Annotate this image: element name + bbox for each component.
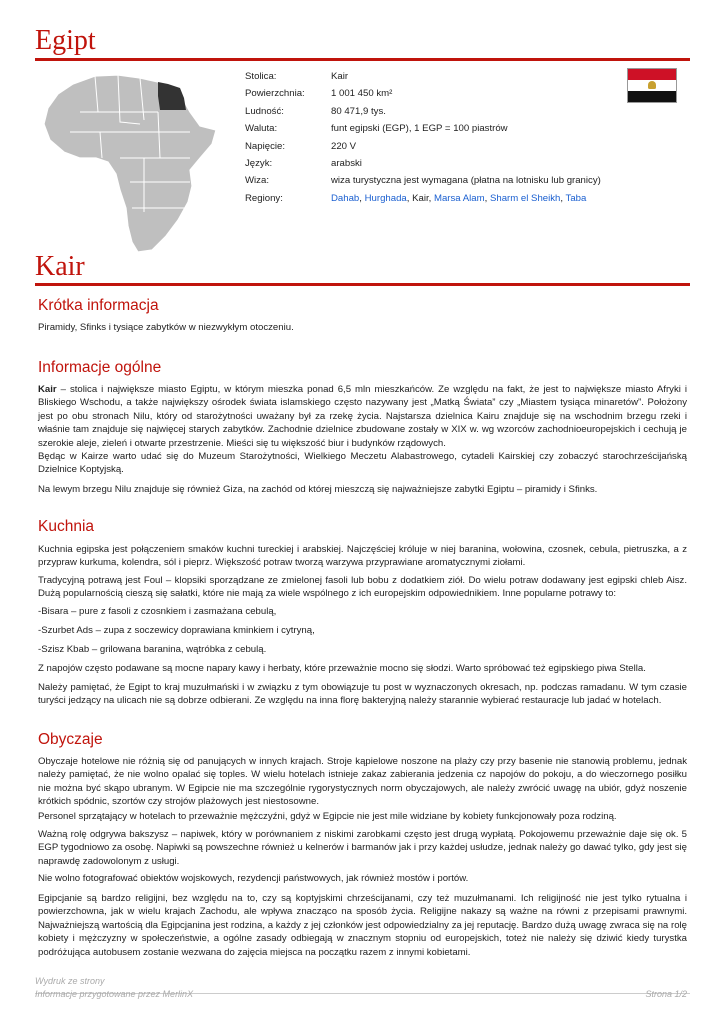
section-heading-customs: Obyczaje [38,731,103,748]
eagle-icon [648,81,656,89]
footer-page-number: Strona 1/2 [645,989,687,999]
customs-paragraph: Ważną rolę odgrywa bakszysz – napiwek, który w porównaniem z niskimi zarobkami często jest drugą wypłatą. Pokojowemu przeważnie daje się ok. 5 EGP tygodniowo za osobę. Napiwki są powszechne również u kelnerów i barmanów jak i przy każdej usłudze, jednak należy go dawać tylko, gdy jest się naprawdę zadowolonym z usługi. [38,829,687,867]
africa-map [40,62,225,262]
city-title: Kair [35,251,85,282]
region-link-sharm-el-sheikh[interactable]: Sharm el Sheikh [489,192,561,204]
general-lead: Kair [38,384,57,395]
country-title: Egipt [35,25,96,56]
customs-paragraph: Egipcjanie są bardzo religijni, bez względu na to, czy są koptyjskimi chrześcijanami, czy też muzułmanami. Ich religijność nie jest tylko rytualna i powierzchowna, jak w wielu krajach Zachodu, ale wpływa znacząco na sposób życia. Religijne nakazy są ważne na równi z przepisami prawnymi. Najważniejszą wartością dla Egipcjanina jest rodzina, a każdy z jej członków jest odpowiedzialny za jej reputację. Bardzo dużą uwagę zwraca się na rolę kobiety i mężczyzny w społeczeństwie, a ogólne zasady odbiegają w znacznym stopniu od europejskich, toteż nie należy się dziwić kiedy turystka podróżująca autobusem zostanie wezwana do zajęcia miejsca na początku razem z innymi kobietami. [38,893,687,958]
info-row-regions: Regiony: Dahab, Hurghada, Kair, Marsa Alam, Sharm el Sheikh, Taba [245,192,587,204]
city-divider [35,283,690,286]
egypt-highlight [158,82,186,110]
footer-source: Wydruk ze strony [35,976,105,986]
region-current: Kair [412,192,429,204]
cuisine-list-item: -Szisz Kbab – grilowana baranina, wątróbka z cebulą. [38,644,267,655]
short-text: Piramidy, Sfinks i tysiące zabytków w niezwykłym otoczeniu. [38,322,294,333]
cuisine-paragraph: Należy pamiętać, że Egipt to kraj muzułmański i w związku z tym obowiązuje tu post w wyznaczonych okresach, np. podczas ramadanu. W tym czasie turyści jedzący na ulicach nie są dobrze odbierani. Ze względu na inna florę bakteryjną należy starannie wybierać restauracje lub jadać w hotelach. [38,682,687,707]
general-paragraph: Na lewym brzegu Nilu znajduje się również Giza, na zachód od której mieszczą się najważniejsze zabytki Egiptu – piramidy i Sfinks. [38,484,598,495]
region-link-hurghada[interactable]: Hurghada [364,192,407,204]
general-paragraph: Będąc w Kairze warto udać się do Muzeum Starożytności, Wielkiego Meczetu Alabastrowego, cytadeli Kairskiej czy zobaczyć starochrześcijańską Dzielnice Koptyjską. [38,451,687,476]
region-link-taba[interactable]: Taba [565,192,587,204]
cuisine-list-item: -Szurbet Ads – zupa z soczewicy doprawiana kminkiem i cytryną, [38,625,315,636]
cuisine-paragraph: Tradycyjną potrawą jest Foul – klopsiki sporządzane ze zmielonej fasoli lub bobu z dodatkiem ziół. Do wielu potraw dodawany jest egipski chleb Aisz. Dużą popularnością cieszą się sałatki, które nie mają za wiele wspólnego z ich europejskim odpowiednikiem. Inne popularne potrawy to: [38,575,687,600]
title-divider [35,58,690,61]
info-row: Stolica: Kair [245,71,349,82]
customs-paragraph: Personel sprzątający w hotelach to przeważnie mężczyźni, gdyż w Egipcie nie jest mile widziane by kobiety funkcjonowały poza rodziną. [38,811,617,822]
info-row: Wiza: wiza turystyczna jest wymagana (płatna na lotnisku lub granicy) [245,175,601,187]
info-row: Waluta: funt egipski (EGP), 1 EGP = 100 piastrów [245,123,508,135]
region-link-dahab[interactable]: Dahab [331,192,360,204]
africa-shape [44,75,216,252]
info-row: Powierzchnia: 1 001 450 km² [245,88,393,100]
section-heading-general: Informacje ogólne [38,359,162,376]
country-info-table [245,71,601,210]
region-link-marsa-alam[interactable]: Marsa Alam [433,192,485,204]
cuisine-paragraph: Z napojów często podawane są mocne napary kawy i herbaty, które przeważnie mocno się słodzi. Warto spróbować też egipskiego piwa Stella. [38,663,646,674]
customs-paragraph: Obyczaje hotelowe nie różnią się od panujących w innych krajach. Stroje kąpielowe noszone na plaży czy przy basenie nie stanowią problemu, jednak należy pamiętać, że nie wolno opalać się toples. W wielu hotelach istnieje zakaz zabierania jedzenia cz napojów do pokoju, a do wieczornego posiłku nie można być skąpo ubranym. W Egipcie nie ma szczególnie rygorystycznych norm obyczajowych, ale należy zwrócić uwagę na ubiór, gdyż noszenie krótkich spódnic, szortów czy strojów plażowych jest niestosowne. [38,756,687,808]
footer-credit: Informacje przygotowane przez MerlinX [35,989,194,999]
info-row: Napięcie: 220 V [245,140,357,152]
general-paragraph: Kair – stolica i największe miasto Egiptu, w którym mieszka ponad 6,5 mln mieszkańców. Ze względu na fakt, że jest to największe miasto Afryki i Bliskiego Wschodu, a także największy ośrodek świata islamskiego często nazywany jest „Matką Świata” czy „Miastem tysiąca minaretów”. Położony jest po obu stronach Nilu, który od starożytności uważany był za rzekę życia. Najstarsza dzielnica Kairu znajduje się na wschodnim brzegu rzeki i właśnie tam znajduje się najwięcej starych zabytków. Zachodnie dzielnice zbudowane zostały w XIX w. wg wzorców zachodnioeuropejskich i cechują je szerokie aleje, zieleń i otwarte przestrzenie. Mieści się tu większość biur i budynków rządowych. [38,384,687,449]
info-row: Język: arabski [245,157,362,169]
cuisine-list-item: -Bisara – pure z fasoli z czosnkiem i zasmażana cebulą, [38,606,277,617]
section-heading-cuisine: Kuchnia [38,518,95,535]
egypt-flag [627,68,677,103]
section-heading-short: Krótka informacja [38,297,159,314]
customs-paragraph: Nie wolno fotografować obiektów wojskowych, rezydencji państwowych, jak również mostów i portów. [38,873,469,884]
cuisine-paragraph: Kuchnia egipska jest połączeniem smaków kuchni tureckiej i arabskiej. Najczęściej króluje w niej baranina, wołowina, czosnek, cebula, pietruszka, a z przypraw kurkuma, kolendra, sól i pieprz. Większość potraw tworzą warzywa przyprawiane aromatycznymi ziołami. [38,544,687,569]
info-row: Ludność: 80 471,9 tys. [245,105,386,117]
